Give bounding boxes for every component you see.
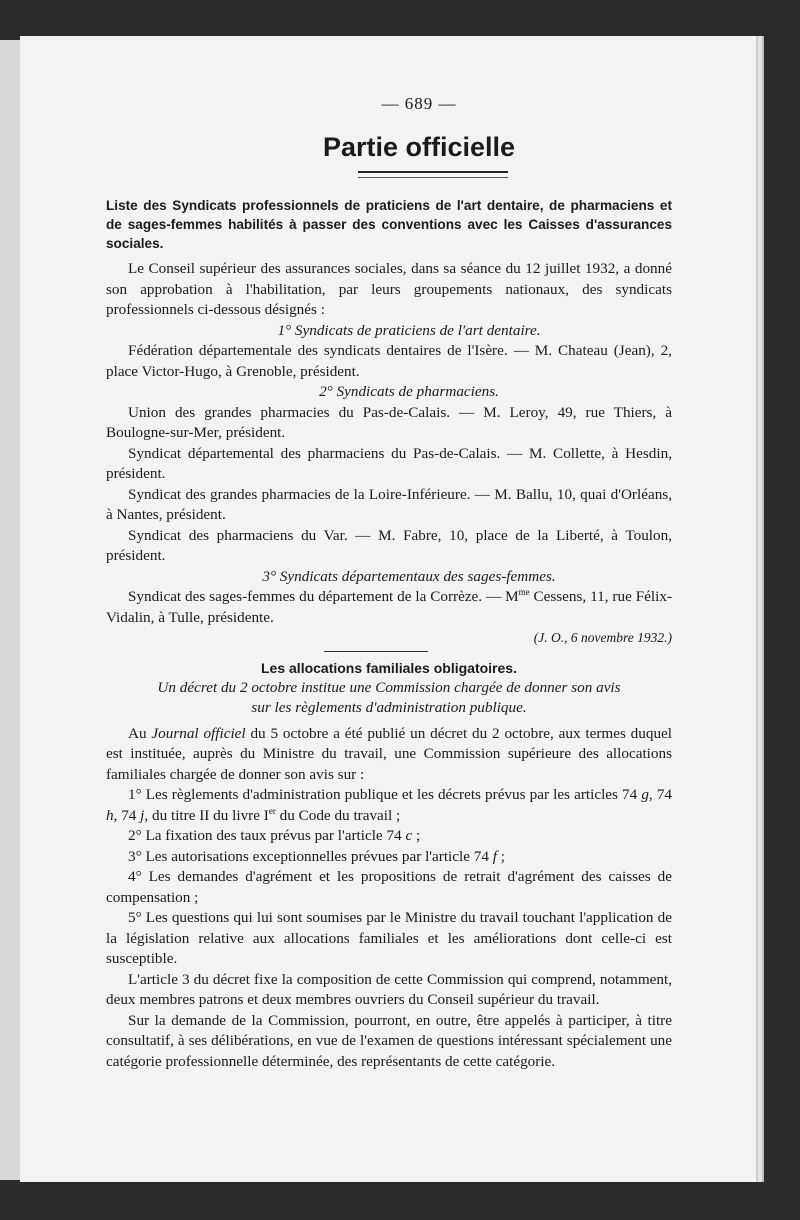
section1-intro: Le Conseil supérieur des assurances sociales, dans sa séance du 12 juillet 1932, a donné son approbation à l'habilitation, par leurs groupements nationaux, des syndicats professionnels ci-dessous désignés : bbox=[106, 260, 672, 318]
section-divider bbox=[324, 651, 428, 652]
decree-summary-line2: sur les règlements d'administration publique. bbox=[251, 698, 527, 716]
paragraph-final: Sur la demande de la Commission, pourront, en outre, être appelés à participer, à titre consultatif, à ses délibérations, en vue de l'examen de questions intéressant spécialement une catégorie professionnelle déterminée, des représentants de cette catégorie. bbox=[106, 1011, 672, 1070]
decree-summary-line1: Un décret du 2 octobre institue une Commission chargée de donner son avis bbox=[157, 678, 621, 696]
category-pharmaciens: 2° Syndicats de pharmaciens. bbox=[319, 383, 499, 400]
page-number: — 689 — bbox=[381, 94, 457, 113]
source-citation: (J. O., 6 novembre 1932.) bbox=[533, 630, 672, 645]
list-item: 2° La fixation des taux prévus par l'article 74 c ; bbox=[128, 827, 421, 844]
list-item: 5° Les questions qui lui sont soumises par le Ministre du travail touchant l'application de la législation relative aux allocations familiales et les améliorations dont celle-ci est susceptible. bbox=[106, 909, 672, 967]
section2-heading: Les allocations familiales obligatoires. bbox=[261, 659, 517, 676]
paragraph-article3: L'article 3 du décret fixe la composition de cette Commission qui comprend, notamment, deux membres patrons et deux membres ouvriers du Conseil supérieur du travail. bbox=[106, 970, 672, 1008]
list-item: 1° Les règlements d'administration publique et les décrets prévus par les articles 74 g, 74 h, 74 j, du titre II du livre Ier du Code du travail ; bbox=[106, 786, 673, 824]
category-sages-femmes: 3° Syndicats départementaux des sages-femmes. bbox=[262, 567, 556, 585]
list-item: Fédération départementale des syndicats dentaires de l'Isère. — M. Chateau (Jean), 2, place Victor-Hugo, à Grenoble, président. bbox=[106, 342, 672, 380]
page-title: Partie officielle bbox=[322, 132, 516, 162]
list-item: Syndicat des sages-femmes du département de la Corrèze. — $M^{me}$ Cessens, 11, rue Félix-Vidalin, à Tulle, présidente. bbox=[106, 586, 673, 626]
title-rule bbox=[358, 171, 508, 178]
section2-body bbox=[106, 678, 672, 1073]
list-item: 4° Les demandes d'agrément et les propositions de retrait d'agrément des caisses de compensation ; bbox=[106, 868, 672, 906]
section1-heading: Liste des Syndicats professionnels de praticiens de l'art dentaire, de pharmaciens et de sages-femmes habilités à passer des conventions avec les Caisses d'assurances sociales. bbox=[106, 198, 672, 251]
category-dentaire: 1° Syndicats de praticiens de l'art dentaire. bbox=[277, 321, 541, 339]
list-item: Syndicat des grandes pharmacies de la Loire-Inférieure. — M. Ballu, 10, quai d'Orléans, à Nantes, président. bbox=[106, 485, 672, 523]
page-content bbox=[106, 94, 672, 1072]
list-item: Syndicat des pharmaciens du Var. — M. Fabre, 10, place de la Liberté, à Toulon, président. bbox=[106, 526, 672, 564]
list-item: 3° Les autorisations exceptionnelles prévues par l'article 74 f ; bbox=[128, 847, 506, 865]
document-page bbox=[20, 36, 756, 1182]
section1-body bbox=[106, 259, 672, 649]
section2-intro: Au Journal officiel du 5 octobre a été publié un décret du 2 octobre, aux termes duquel est instituée, auprès du Ministre du travail, une Commission supérieure des allocations familiales chargée de donner son avis sur : bbox=[106, 724, 673, 783]
list-item: Syndicat départemental des pharmaciens du Pas-de-Calais. — M. Collette, à Hesdin, président. bbox=[106, 444, 672, 482]
list-item: Union des grandes pharmacies du Pas-de-Calais. — M. Leroy, 49, rue Thiers, à Boulogne-sur-Mer, président. bbox=[106, 403, 672, 441]
